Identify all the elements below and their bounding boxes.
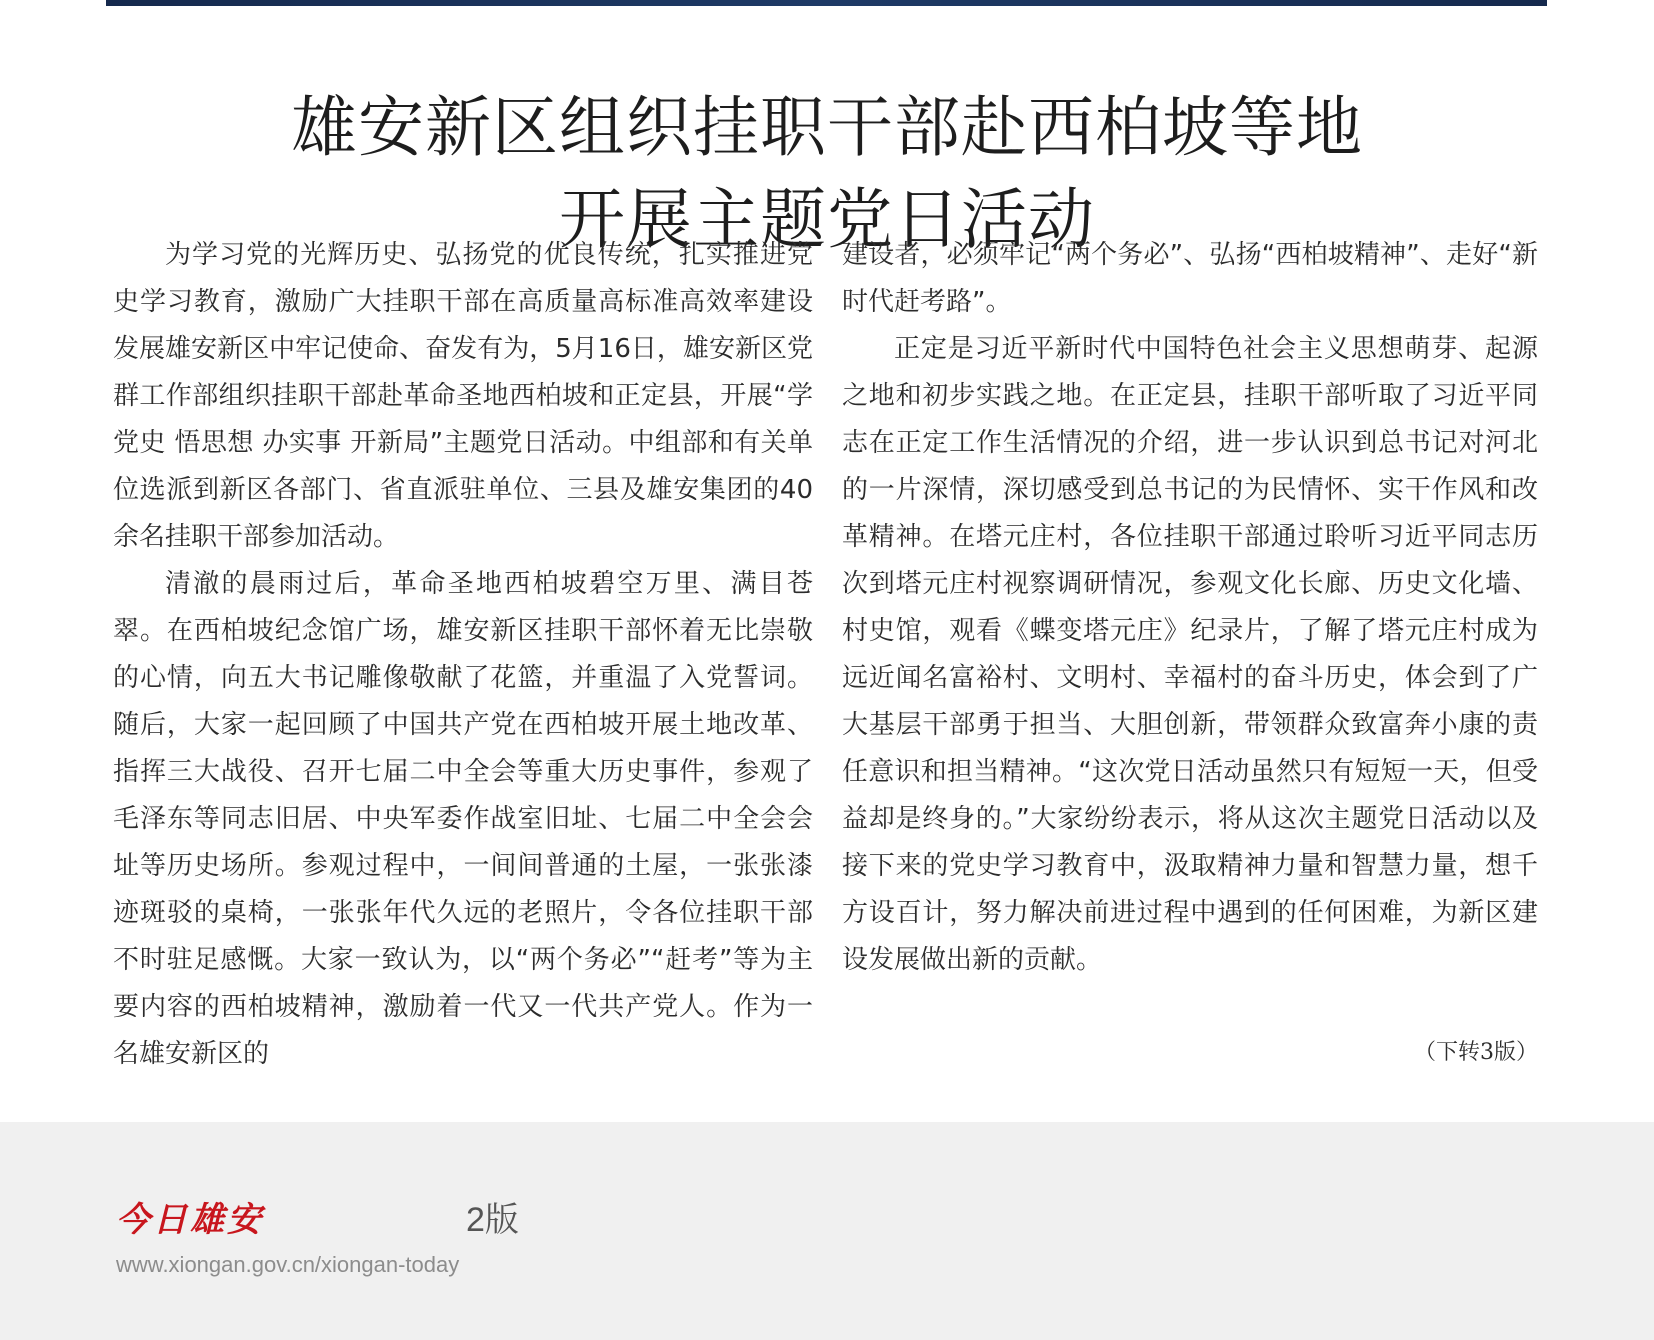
continued-on-page-note: （下转3版） bbox=[1414, 1040, 1538, 1065]
top-rule bbox=[106, 0, 1547, 6]
page-footer bbox=[0, 1122, 1654, 1340]
article-column-right bbox=[842, 232, 1538, 984]
paragraph: 清澈的晨雨过后，革命圣地西柏坡碧空万里、满目苍翠。在西柏坡纪念馆广场，雄安新区挂职干部怀着无比崇敬的心情，向五大书记雕像敬献了花篮，并重温了入党誓词。随后，大家一起回顾了中国共产党在西柏坡开展土地改革、指挥三大战役、召开七届二中全会等重大历史事件，参观了毛泽东等同志旧居、中央军委作战室旧址、七届二中全会会址等历史场所。参观过程中，一间间普通的土屋，一张张漆迹斑驳的桌椅，一张张年代久远的老照片，令各位挂职干部不时驻足感慨。大家一致认为，以“两个务必”“赶考”等为主要内容的西柏坡精神，激励着一代又一代共产党人。作为一名雄安新区的 bbox=[113, 569, 813, 1069]
page-number-label: 2版 bbox=[466, 1201, 519, 1239]
article-column-left bbox=[113, 232, 813, 1078]
paragraph-continuation: 建设者，必须牢记“两个务必”、弘扬“西柏坡精神”、走好“新时代赶考路”。 bbox=[842, 240, 1538, 317]
paragraph: 正定是习近平新时代中国特色社会主义思想萌芽、起源之地和初步实践之地。在正定县，挂职干部听取了习近平同志在正定工作生活情况的介绍，进一步认识到总书记对河北的一片深情，深切感受到总书记的为民情怀、实干作风和改革精神。在塔元庄村，各位挂职干部通过聆听习近平同志历次到塔元庄村视察调研情况，参观文化长廊、历史文化墙、村史馆，观看《蝶变塔元庄》纪录片，了解了塔元庄村成为远近闻名富裕村、文明村、幸福村的奋斗历史，体会到了广大基层干部勇于担当、大胆创新，带领群众致富奔小康的责任意识和担当精神。“这次党日活动虽然只有短短一天，但受益却是终身的。”大家纷纷表示，将从这次主题党日活动以及接下来的党史学习教育中，汲取精神力量和智慧力量，想千方设百计，努力解决前进过程中遇到的任何困难，为新区建设发展做出新的贡献。 bbox=[842, 334, 1538, 975]
newspaper-masthead-logo: 今日雄安 bbox=[116, 1200, 264, 1240]
site-url: www.xiongan.gov.cn/xiongan-today bbox=[116, 1252, 460, 1277]
headline-line-1: 雄安新区组织挂职干部赴西柏坡等地 bbox=[291, 89, 1363, 167]
paragraph: 为学习党的光辉历史、弘扬党的优良传统，扎实推进党史学习教育，激励广大挂职干部在高质量高标准高效率建设发展雄安新区中牢记使命、奋发有为，5月16日，雄安新区党群工作部组织挂职干部赴革命圣地西柏坡和正定县，开展“学党史 悟思想 办实事 开新局”主题党日活动。中组部和有关单位选派到新区各部门、省直派驻单位、三县及雄安集团的40余名挂职干部参加活动。 bbox=[113, 240, 813, 552]
headline-line-2: 开展主题党日活动 bbox=[559, 181, 1095, 259]
